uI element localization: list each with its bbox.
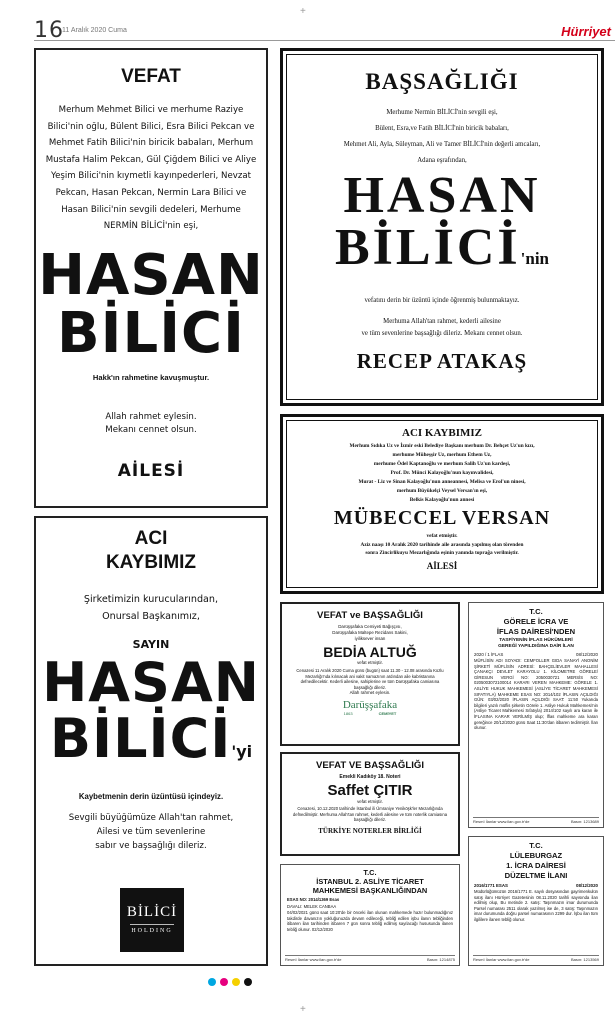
ad-signature: AİLESİ xyxy=(426,560,458,571)
ad-signature: RECEP ATAKAŞ xyxy=(356,349,528,373)
ad-title-line-1: ACI xyxy=(134,528,168,549)
ad-title: ACI KAYBIMIZ xyxy=(402,427,482,439)
legal-notice-gorele xyxy=(468,602,604,828)
brand-logo[interactable]: Hürriyet xyxy=(561,24,611,39)
logo-main: BİLİCİ xyxy=(126,904,178,920)
notice-line-1: T.C. xyxy=(529,841,543,850)
notice-body: MÜFLİSİN ADI SOYADI: CEMFOLLER GIDA SANAYİ ANONİM ŞİRKETİ MÜFLİSİN ADRESİ: BAHÇELİEVLER MAHALLESİ ÇANAKÇI DEVLET KARAYOLU 1. KİLOMETRE GÖRELE/ GİRESUN VERGİ NO: 2050030721 MERSİS NO: 0205003072100014 KARARI VEREN MAHKEME: GÖRELE 1. ASLİYE HUKUK MAHKEMESİ (ASLİYE TİCARET MAHKEMESİ SIFATIYLA) MAHKEME ESAS NO: 2014/102 İFLASIN AÇILDIĞI GÜN: 03/02/2020 İFLASIN AÇILDIĞI SAAT: 11:50 Yukarıda bilgileri yazılı müflis şirketin Görele 1. Asliye Hukuk Mahkemesi'nin (Asliye Ticaret Mahkemesi Sıfatıyla) 2014/102 sayılı ara karan ile İFLASINA KARAR VERİLMİŞ olup; İflas mahkeme ara kararı gereğince 20/12/2020 günü Saat 11:30'dan itibaren tedirmiştir. İlan olunur. xyxy=(474,658,598,731)
ad-line-1: Emekli Kadıköy 18. Noteri xyxy=(339,774,401,780)
ad-line-4: vefat etmiştir. xyxy=(357,660,383,665)
legal-notice-luleburgaz xyxy=(468,836,604,966)
footer-right: Basın: 1213569 xyxy=(570,957,599,962)
ad-line-4: Adana eşrafından, xyxy=(417,157,467,164)
logo-sub: HOLDING xyxy=(131,928,173,934)
page-header xyxy=(0,0,615,42)
ad-line-7: ve tüm sevenlerine başsağlığı dileriz. Mekanı cennet olsun. xyxy=(361,330,523,337)
ad-line-9: Aziz naaşı 10 Aralık 2020 tarihinde aile arasında yapılmış olan törenden xyxy=(360,541,524,548)
page-date: 11 Aralık 2020 Cuma xyxy=(62,27,127,34)
ad-subtitle: Hakk'ın rahmetine kavuşmuştur. xyxy=(92,372,210,382)
color-mark-magenta xyxy=(220,978,228,986)
notice-line-2: GÖRELE İCRA VE xyxy=(503,617,569,626)
obituary-bilici-holding xyxy=(34,516,268,966)
ad-line-6: Ailesi ve tüm sevenlerine xyxy=(96,827,206,837)
ad-line-1: Merhume Nermin BİLİCİ'nin sevgili eşi, xyxy=(386,109,498,116)
ad-line-1: Şirketimizin kurucularından, xyxy=(83,594,219,605)
ad-line-8: vefat etmiştir. xyxy=(426,533,458,539)
ad-line-7: Belkis Kalayoğlu'nun annesi xyxy=(409,497,475,503)
file-date: 08/12/2020 xyxy=(576,883,598,888)
ad-line-3: merhume Ödel Kaptanoğlu ve merhum Salih Uz'un kardeşi, xyxy=(373,461,511,467)
ad-body: Merhum Mehmet Bilici ve merhume Raziye Bilici'nin oğlu, Bülent Bilici, Esra Bilici Pekcan ve Mehmet Fatih Bilici'nin biricik babaları, Merhum Mustafa Halim Pekcan, Gül Çiğdem Bilici ve Aliye Yeşim Bilici'nin kıymetli kayınpederleri, Nevzat Pekcan, Hasan Pekcan, Nermin Lara Bilici ve Hasan Bilici'nin sevgili dedeleri, Merhume NERMİN BİLİCİ'nin eşi, xyxy=(45,105,257,232)
ad-line-5: Murat - Liz ve Sinan Kalayoğlu'nun anneannesi, Melisa ve Erol'un ninesi, xyxy=(358,479,526,485)
notice-body: Müdürlüğümüzün 2016/1771 E. sayılı dosyasından gayrimenkulün satış ilanı Hürriyet Gazetesinin 08.11.2020 tarihli sayısında ilan edilmiş olup, Bu metinde 2. satış: Taşınmazın imar durumunda Parsel numarası 2511 olarak yazılmış ise de, 3 satış: Taşınmazın imar durumunda doğru parsel numarasının 2299 dur. İşbu ilan tüm ilgililere ilanen tebliğ olunur. xyxy=(474,889,598,922)
footer-right: Basın: 1213689 xyxy=(570,819,599,824)
ad-line-5: Sevgili büyüğümüze Allah'tan rahmet, xyxy=(68,813,234,823)
ad-title-line-2: KAYBIMIZ xyxy=(105,552,197,573)
notice-line-2: İSTANBUL 2. ASLİYE TİCARET xyxy=(316,877,424,886)
notice-line-4: TASFİYENİN İFLAS HÜKÜMLERİ xyxy=(499,638,573,643)
header-rule xyxy=(34,40,615,41)
ad-line-3: SAYIN xyxy=(132,638,170,651)
notice-line-1: T.C. xyxy=(529,607,543,616)
ad-title: VEFAT xyxy=(121,66,181,87)
prayer-line-1: Allah rahmet eylesin. xyxy=(105,411,197,422)
name-suffix: 'yi xyxy=(231,742,253,761)
obituary-bedia-altug xyxy=(280,602,460,746)
name-line-2-wrap xyxy=(287,219,597,285)
footer-left: Resmî İlanlar www.ilan.gov.tr'de xyxy=(473,957,530,962)
color-mark-black xyxy=(244,978,252,986)
footer-left: Resmî İlanlar www.ilan.gov.tr'de xyxy=(285,957,342,962)
darussafaka-logo xyxy=(282,699,458,716)
notice-footer xyxy=(473,955,599,962)
ad-body: Cenazesi 11 Aralık 2020 Cuma günü (bugün) saat 11.30 - 12.08 arasında Kozlu Mezarlığı'nda kılınacak ani vakit namazının ardından aile kabristanına defnedilecektir. Kederli ailesine, sahiplerine ve tüm Darüşşafaka camiasına başsağlığı dileriz. xyxy=(296,668,444,690)
ad-line-2: vefat etmiştir. xyxy=(357,799,383,804)
ad-title: VEFAT VE BAŞSAĞLIĞI xyxy=(315,760,425,771)
notice-line-5: GEREĞİ YAPILDIĞINA DAİR İLAN xyxy=(498,644,574,649)
ad-signature: TÜRKİYE NOTERLER BİRLİĞİ xyxy=(318,826,422,835)
notice-footer xyxy=(285,955,455,962)
color-mark-yellow xyxy=(232,978,240,986)
ad-line-4: Kaybetmenin derin üzüntüsü içindeyiz. xyxy=(78,792,224,801)
name-suffix: 'nin xyxy=(520,249,549,268)
bilici-holding-logo xyxy=(120,888,184,952)
ad-line-1: Darüşşafaka Cemiyeti Bağışçısı, xyxy=(338,624,402,629)
ad-line-5: Allah rahmet eylesin. xyxy=(349,690,391,696)
deceased-name xyxy=(36,651,266,780)
obituary-vefat xyxy=(34,48,268,508)
deceased-name: MÜBECCEL VERSAN xyxy=(333,507,551,529)
name-line-1: HASAN xyxy=(343,167,541,224)
ad-line-6: Merhuma Allah'tan rahmet, kederli ailesine xyxy=(383,318,501,325)
prayer-line-2: Mekanı cennet olsun. xyxy=(105,424,197,435)
registration-cross-bottom: + xyxy=(300,1004,306,1015)
notice-line-4: DAVALI: MELEK CANBAA xyxy=(287,903,337,909)
footer-left: Resmî İlanlar www.ilan.gov.tr'de xyxy=(473,819,530,824)
ad-title: BAŞSAĞLIĞI xyxy=(365,69,519,94)
ad-line-6: merhum Büyükelçi Veysel Versan'ın eşi, xyxy=(396,488,488,494)
logo-year: 1863 xyxy=(343,711,353,717)
ad-line-7: sabır ve başsağlığı dileriz. xyxy=(95,841,207,851)
ad-line-3: iyiliksever insan xyxy=(354,636,386,641)
name-line-2-wrap xyxy=(36,707,266,780)
ad-line-2: Darüşşafaka Maltepe Rezidans Sakini, xyxy=(332,630,408,635)
notice-line-2: LÜLEBURGAZ xyxy=(509,851,563,860)
logo-word: CEMİYET xyxy=(378,711,397,717)
file-number: 2020 / 1 İFLAS xyxy=(474,652,504,657)
registration-cross: + xyxy=(300,6,306,17)
ad-line-3: Mehmet Ali, Ayla, Süleyman, Ali ve Tamer BİLİCİ'nin değerli amcaları, xyxy=(343,141,541,148)
notice-line-3: İFLAS DAİRESİ'NDEN xyxy=(496,627,576,636)
ad-line-4: Prof. Dr. Münci Kalayoğlu'nun kayınvalidesi, xyxy=(390,470,494,476)
ad-line-1: Merhum Sıdıka Uz ve İzmir eski Belediye Başkanı merhum Dr. Behçet Uz'un kızı, xyxy=(349,443,535,449)
ad-body: Cenazesi, 10.12.2020 tarihinde İstanbul ili Ümraniye Yeniköşk'ler Mezarlığında defnedilmiştir. Merhuma Allah'tan rahmet, kederli ailesine ve tüm noterlik camiasına başsağlığı dileriz. xyxy=(292,806,448,823)
notice-body: 04/02/2021 günü saat 10:20'de bir önceki ilan olunan mahkemede hazır bulunmadığınız takdirde davanızın yokluğunuzda devam edileceği, tebliğ edilen işbu ilanın tebliğinden itibaren ilan tarihinden itibaren 7 gün sonra tebliğ edilmiş sayılacağı hususunda ilanen tebliğ olunur. 02/12/2020 xyxy=(287,910,453,932)
condolence-bassagligi xyxy=(280,48,604,406)
ad-title: VEFAT ve BAŞSAĞLIĞI xyxy=(317,610,423,621)
logo-rule xyxy=(130,924,174,925)
deceased-name xyxy=(36,242,266,366)
deceased-name: Saffet ÇITIR xyxy=(327,782,413,799)
deceased-name: BEDİA ALTUĞ xyxy=(323,644,417,660)
logo-text: Darüşşafaka xyxy=(342,699,398,712)
notice-footer xyxy=(473,817,599,824)
ad-line-2: Bülent, Esra,ve Fatih BİLİCİ'nin biricik babaları, xyxy=(375,125,509,132)
notice-line-1: T.C. xyxy=(363,868,377,877)
file-number: 2016/1771 ESAS xyxy=(474,883,508,888)
name-line-1: HASAN xyxy=(42,651,260,714)
notice-line-4: DÜZELTME İLANI xyxy=(504,871,568,880)
page-number: 16 xyxy=(34,18,64,43)
name-line-2: BİLİCİ xyxy=(335,219,521,276)
ad-line-2: merhume Müheşşir Uz, merhum Ethem Uz, xyxy=(392,452,492,458)
color-mark-cyan xyxy=(208,978,216,986)
file-number: ESAS NO: 2014/1369 Esas xyxy=(287,897,340,902)
notice-line-3: 1. İCRA DAİRESİ xyxy=(506,861,566,870)
name-line-2: BİLİCİ xyxy=(49,707,232,770)
notice-line-3: MAHKEMESİ BAŞKANLIĞINDAN xyxy=(312,886,428,895)
ad-signature: AİLESİ xyxy=(117,460,185,481)
name-line-2: BİLİCİ xyxy=(57,300,245,366)
ad-line-5: vefatını derin bir üzüntü içinde öğrenmiş bulunmaktayız. xyxy=(364,297,520,304)
obituary-mubeccel-versan xyxy=(280,414,604,594)
print-color-marks xyxy=(208,978,252,986)
name-line-1: HASAN xyxy=(38,242,264,308)
obituary-saffet-citir xyxy=(280,752,460,856)
file-date: 08/12/2020 xyxy=(576,652,598,657)
legal-notice-istanbul xyxy=(280,864,460,966)
deceased-name xyxy=(287,167,597,285)
ad-line-10: sonra Zincirlikuyu Mezarlığında eşinin yanında toprağa verilmiştir. xyxy=(365,550,519,556)
ad-line-2: Onursal Başkanımız, xyxy=(102,611,200,622)
footer-right: Basın: 1214875 xyxy=(426,957,455,962)
